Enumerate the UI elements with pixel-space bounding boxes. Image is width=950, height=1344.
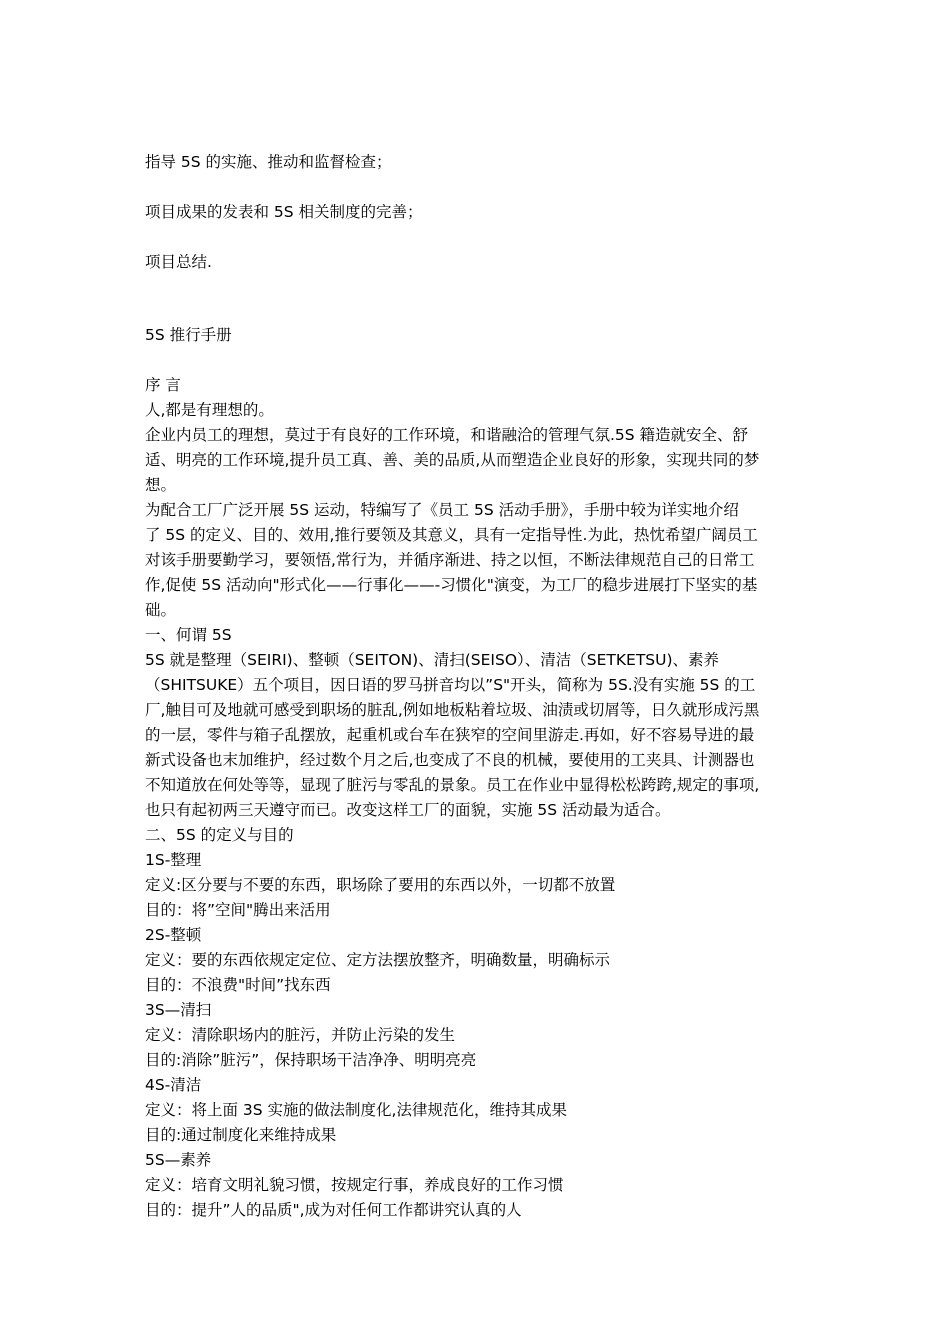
- s-item-label: 4S-清洁: [145, 1076, 202, 1094]
- preface-line: 对该手册要勤学习，要领悟,常行为，并循序渐进、持之以恒，不断法律规范自己的日常工: [145, 551, 755, 569]
- s-item-definition: 定义：将上面 3S 实施的做法制度化,法律规范化，维持其成果: [145, 1101, 567, 1119]
- s-item-purpose: 目的:通过制度化来维持成果: [145, 1126, 337, 1144]
- section-line: （SHITSUKE）五个项目，因日语的罗马拼音均以”S"开头，简称为 5S.没有实施 5S 的工: [145, 676, 756, 694]
- s-item-purpose: 目的：不浪费"时间”找东西: [145, 976, 331, 994]
- s-item-definition: 定义：培育文明礼貌习惯，按规定行事，养成良好的工作习惯: [145, 1176, 564, 1194]
- section-line: 5S 就是整理（SEIRI)、整顿（SEITON)、清扫(SEISO）、清洁（SETKETSU)、素养: [145, 651, 720, 669]
- intro-item: 项目总结.: [145, 253, 212, 271]
- preface-line: 作,促使 5S 活动向"形式化——行事化——-习惯化"演变，为工厂的稳步进展打下坚实的基: [145, 576, 758, 594]
- preface-line: 适、明亮的工作环境,提升员工真、善、美的品质,从而塑造企业良好的形象，实现共同的梦: [145, 451, 760, 469]
- s-item-label: 2S-整顿: [145, 926, 202, 944]
- s-item-label: 3S—清扫: [145, 1001, 212, 1019]
- preface-line: 企业内员工的理想，莫过于有良好的工作环境，和谐融洽的管理气氛.5S 籍造就安全、舒: [145, 426, 749, 444]
- section-line: 新式设备也末加维护，经过数个月之后,也变成了不良的机械，要使用的工夹具、计测器也: [145, 751, 755, 769]
- s-item-definition: 定义：要的东西依规定定位、定方法摆放整齐，明确数量，明确标示: [145, 951, 611, 969]
- preface-line: 为配合工厂广泛开展 5S 运动，特编写了《员工 5S 活动手册》，手册中较为详实地介绍: [145, 501, 739, 519]
- s-item-purpose: 目的：将”空间"腾出来活用: [145, 901, 331, 919]
- section-heading: 一、何谓 5S: [145, 626, 232, 644]
- intro-item: 指导 5S 的实施、推动和监督检查；: [145, 153, 392, 171]
- s-item-purpose: 目的:消除”脏污”，保持职场干洁净净、明明亮亮: [145, 1051, 477, 1069]
- s-item-definition: 定义:区分要与不要的东西，职场除了要用的东西以外，一切都不放置: [145, 876, 616, 894]
- section-heading: 二、5S 的定义与目的: [145, 826, 294, 844]
- section-line: 厂,触目可及地就可感受到职场的脏乱,例如地板粘着垃圾、油渍或切屑等，日久就形成污黑: [145, 701, 760, 719]
- preface-heading: 序 言: [145, 376, 181, 394]
- manual-title: 5S 推行手册: [145, 326, 232, 344]
- preface-line: 了 5S 的定义、目的、效用,推行要领及其意义，具有一定指导性.为此，热忱希望广阔员工: [145, 526, 758, 544]
- preface-line: 人,都是有理想的。: [145, 401, 274, 419]
- section-line: 的一层，零件与箱子乱摆放，起重机或台车在狭窄的空间里游走.再如，好不容易导进的最: [145, 726, 755, 744]
- section-line: 不知道放在何处等等，显现了脏污与零乱的景象。员工在作业中显得松松跨跨,规定的事项,: [145, 776, 760, 794]
- preface-line: 想。: [145, 476, 177, 494]
- intro-item: 项目成果的发表和 5S 相关制度的完善；: [145, 203, 423, 221]
- s-item-purpose: 目的：提升”人的品质",成为对任何工作都讲究认真的人: [145, 1201, 522, 1219]
- preface-line: 础。: [145, 601, 177, 619]
- section-line: 也只有起初两三天遵守而已。改变这样工厂的面貌，实施 5S 活动最为适合。: [145, 801, 671, 819]
- s-item-label: 1S-整理: [145, 851, 202, 869]
- s-item-definition: 定义：清除职场内的脏污，并防止污染的发生: [145, 1026, 456, 1044]
- s-item-label: 5S—素养: [145, 1151, 212, 1169]
